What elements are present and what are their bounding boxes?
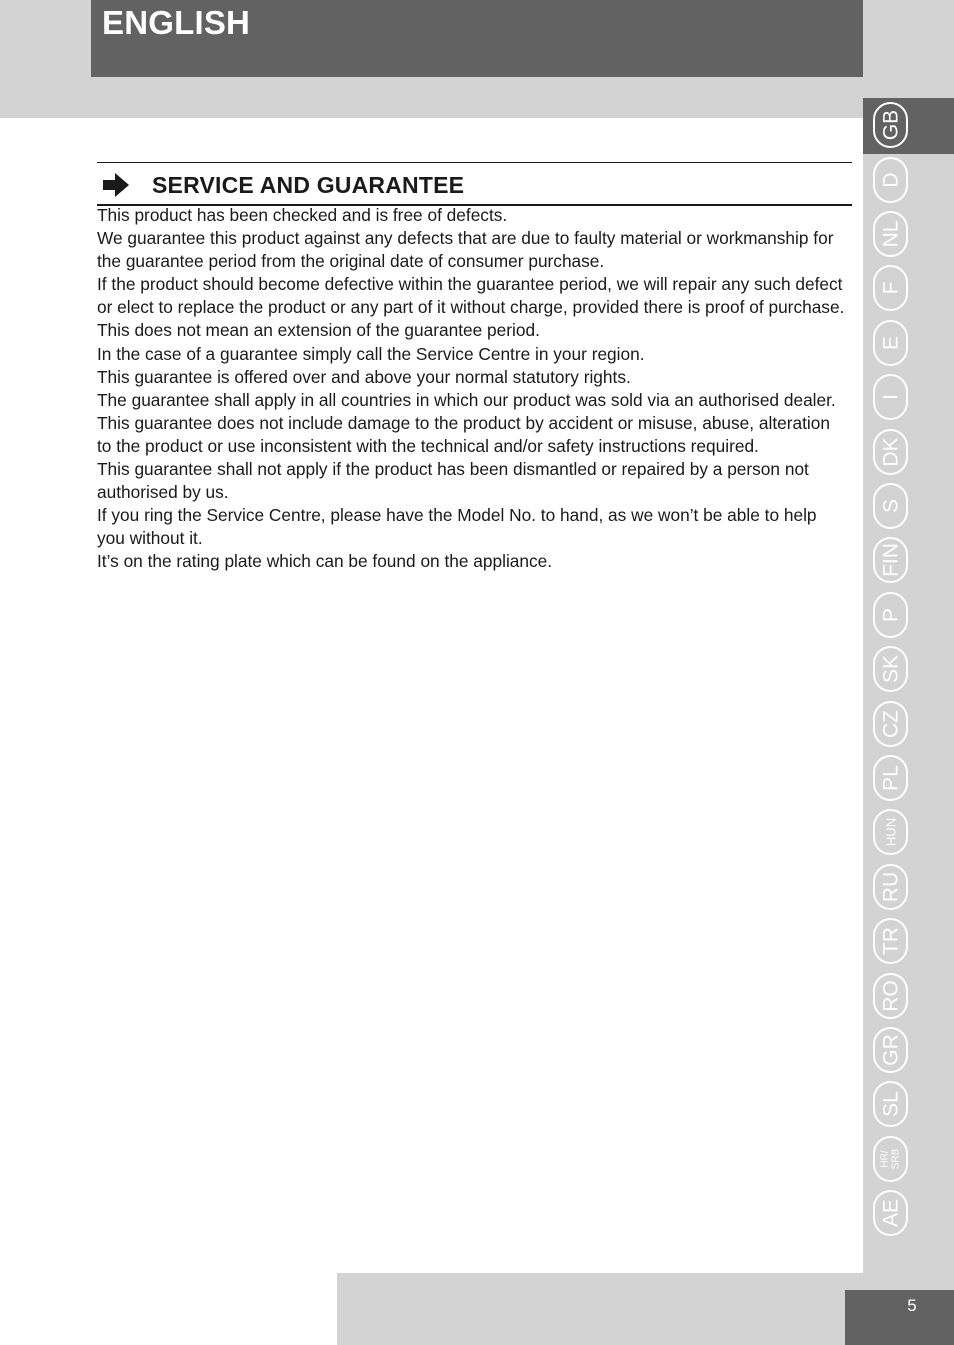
page-number: 5 <box>907 1296 917 1315</box>
language-tab-label: RU <box>879 871 902 903</box>
language-tab-label: S <box>879 498 902 514</box>
language-tab-label: FIN <box>879 543 902 577</box>
paragraph: If you ring the Service Centre, please have the Model No. to hand, as we won’t be able to help you without it. <box>97 505 817 549</box>
language-tab-gb[interactable] <box>873 102 908 148</box>
language-tab-cz[interactable] <box>873 701 908 747</box>
language-tab-label: I <box>879 394 902 400</box>
language-tab-label: HUN <box>883 817 898 847</box>
language-tab-label: PL <box>879 765 902 791</box>
language-tab-hr-srb[interactable] <box>873 1136 908 1182</box>
section-rule-top <box>97 162 852 163</box>
language-tab-gr[interactable] <box>873 1027 908 1073</box>
language-tab-p[interactable] <box>873 592 908 638</box>
language-tab-label: P <box>879 607 902 623</box>
header-title: ENGLISH <box>102 4 251 41</box>
language-tab-d[interactable] <box>873 157 908 203</box>
language-tab-label: RO <box>879 980 902 1012</box>
language-tab-label: AE <box>879 1198 902 1228</box>
language-tab-nl[interactable] <box>873 211 908 257</box>
language-tab-label: SL <box>879 1091 902 1117</box>
language-tab-f[interactable] <box>873 265 908 311</box>
language-tab-s[interactable] <box>873 483 908 529</box>
paragraph: This does not mean an extension of the guarantee period. <box>97 320 540 341</box>
language-tab-dk[interactable] <box>873 429 908 475</box>
language-tab-label: D <box>879 172 902 188</box>
language-tab-label: F <box>879 281 902 295</box>
language-tab-i[interactable] <box>873 374 908 420</box>
language-tab-fin[interactable] <box>873 537 908 583</box>
language-tab-label: HR/ SRB <box>879 1148 901 1170</box>
guarantee-text <box>97 204 849 574</box>
language-tab-label: CZ <box>879 710 902 738</box>
language-tab-tr[interactable] <box>873 918 908 964</box>
language-tab-label: GR <box>879 1034 902 1066</box>
paragraph: This guarantee is offered over and above your normal statutory rights. <box>97 366 631 387</box>
language-tab-ro[interactable] <box>873 973 908 1019</box>
language-tab-label: SK <box>879 654 902 684</box>
language-tab-pl[interactable] <box>873 755 908 801</box>
paragraph: If the product should become defective within the guarantee period, we will repair any such defect or elect to replace the product or any part of it without charge, provided there is proof of purchase. <box>97 274 845 318</box>
language-tab-hun[interactable] <box>873 809 908 855</box>
arrow-right-icon <box>103 173 129 197</box>
paragraph: This guarantee shall not apply if the product has been dismantled or repaired by a person not authorised by us. <box>97 459 809 503</box>
section-title: SERVICE AND GUARANTEE <box>152 172 465 198</box>
language-tab-sk[interactable] <box>873 646 908 692</box>
language-tab-label: GB <box>879 109 902 141</box>
language-tab-label: DK <box>879 437 902 467</box>
paragraph: The guarantee shall apply in all countries in which our product was sold via an authorised dealer. <box>97 389 836 410</box>
language-tab-sl[interactable] <box>873 1081 908 1127</box>
language-tab-label: E <box>879 335 902 351</box>
language-tab-label: TR <box>879 927 902 955</box>
language-tab-ae[interactable] <box>873 1190 908 1236</box>
paragraph: We guarantee this product against any defects that are due to faulty material or workmanship for the guarantee period from the original date of consumer purchase. <box>97 228 834 272</box>
language-tab-ru[interactable] <box>873 864 908 910</box>
paragraph: This product has been checked and is free of defects. <box>97 205 508 225</box>
paragraph: It’s on the rating plate which can be found on the appliance. <box>97 551 553 572</box>
language-tab-e[interactable] <box>873 320 908 366</box>
language-tab-label: NL <box>879 220 902 248</box>
paragraph: This guarantee does not include damage to the product by accident or misuse, abuse, alteration to the product or use inconsistent with the technical and/or safety instructions required. <box>97 412 830 456</box>
paragraph: In the case of a guarantee simply call the Service Centre in your region. <box>97 343 645 364</box>
